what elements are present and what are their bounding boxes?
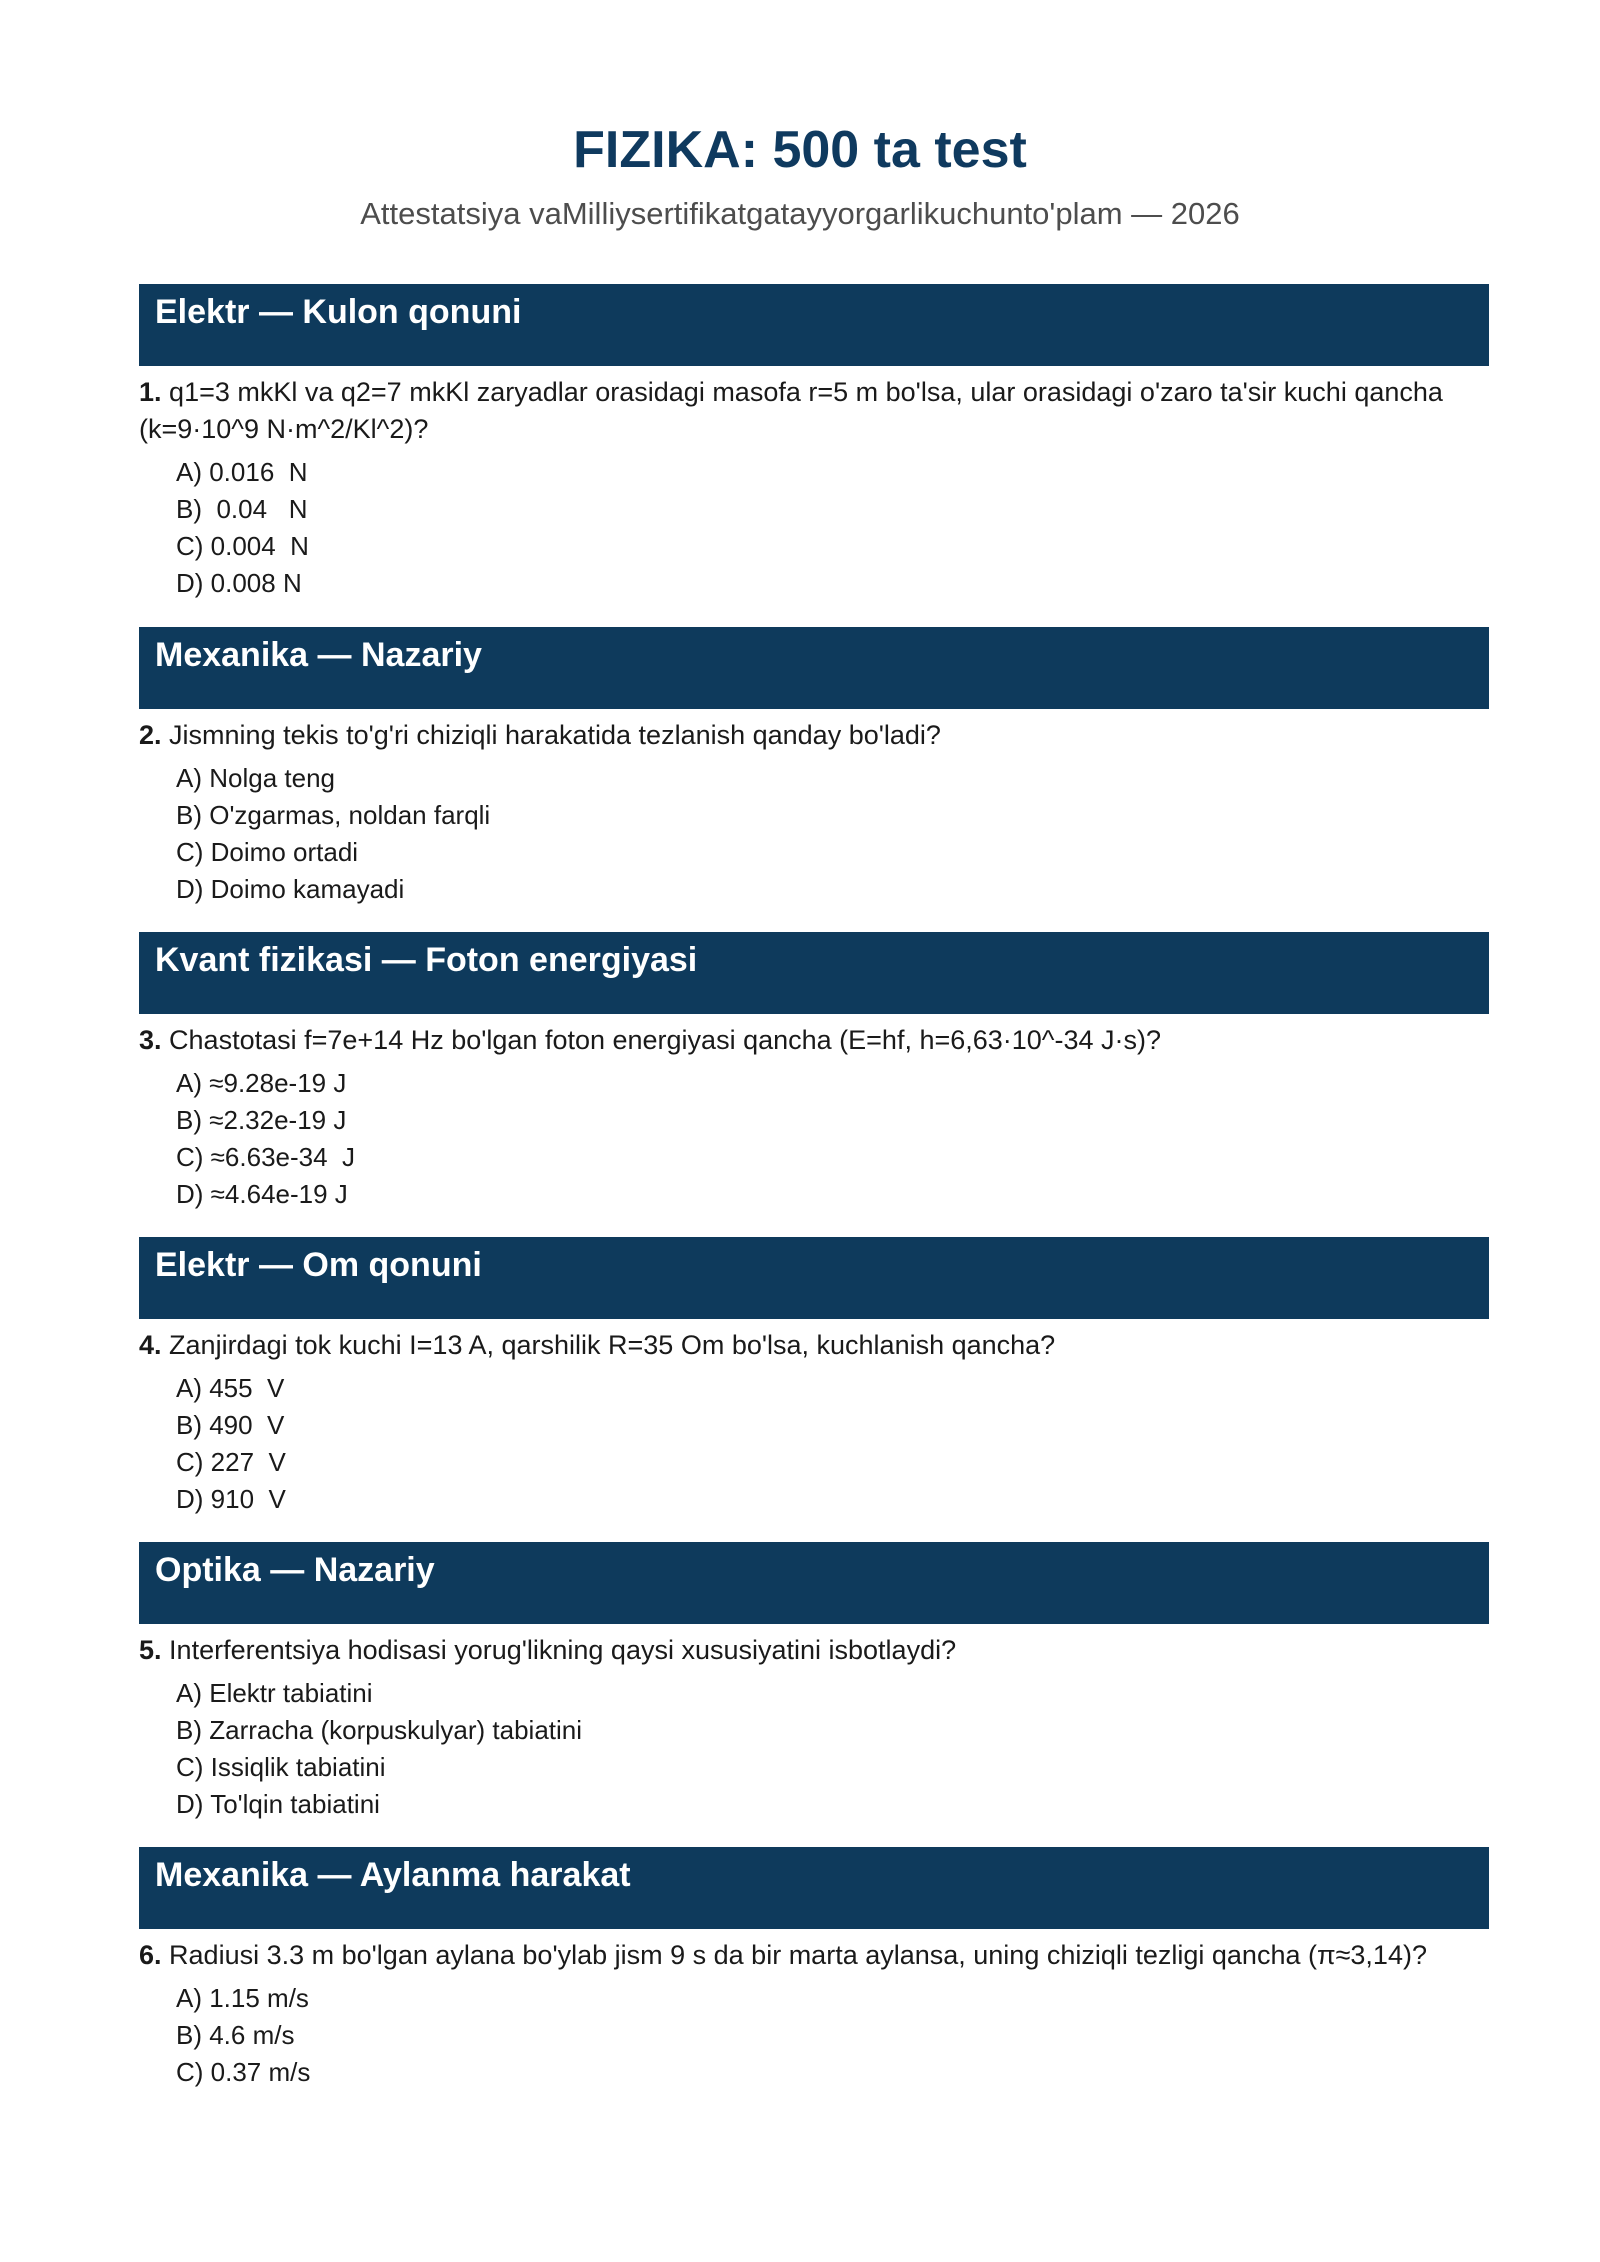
option-a[interactable]: A) Elektr tabiatini xyxy=(176,1678,373,1708)
section-3 xyxy=(139,932,1489,1213)
section-header: Kvant fizikasi — Foton energiyasi xyxy=(139,932,1489,1014)
option-c[interactable]: C) Doimo ortadi xyxy=(176,837,359,867)
question-number: 5. xyxy=(139,1635,162,1665)
section-header: Mexanika — Aylanma harakat xyxy=(139,1847,1489,1929)
answer-options xyxy=(176,760,1489,908)
section-header: Optika — Nazariy xyxy=(139,1542,1489,1624)
answer-options xyxy=(176,1370,1489,1518)
option-c[interactable]: C) ≈6.63e-34 J xyxy=(176,1142,356,1172)
option-c[interactable]: C) 227 V xyxy=(176,1447,286,1477)
option-a[interactable]: A) 455 V xyxy=(176,1373,285,1403)
section-2 xyxy=(139,627,1489,908)
question-number: 2. xyxy=(139,720,162,750)
question-text xyxy=(139,1022,1489,1059)
section-1 xyxy=(139,284,1489,602)
document-title: FIZIKA: 500 ta test xyxy=(573,121,1027,179)
section-header: Elektr — Om qonuni xyxy=(139,1237,1489,1319)
question-body: Zanjirdagi tok kuchi I=13 A, qarshilik R=35 Om bo'lsa, kuchlanish qancha? xyxy=(169,1330,1056,1360)
question-text xyxy=(139,1327,1489,1364)
option-a[interactable]: A) 1.15 m/s xyxy=(176,1983,309,2013)
option-a[interactable]: A) Nolga teng xyxy=(176,763,335,793)
option-d[interactable]: D) 0.008 N xyxy=(176,568,302,598)
option-c[interactable]: C) 0.37 m/s xyxy=(176,2057,311,2087)
option-d[interactable]: D) ≈4.64e-19 J xyxy=(176,1179,348,1209)
option-d[interactable]: D) Doimo kamayadi xyxy=(176,874,405,904)
option-a[interactable]: A) ≈9.28e-19 J xyxy=(176,1068,347,1098)
question-number: 6. xyxy=(139,1940,162,1970)
option-c[interactable]: C) 0.004 N xyxy=(176,531,309,561)
question-text xyxy=(139,1937,1489,1974)
section-4 xyxy=(139,1237,1489,1518)
option-b[interactable]: B) O'zgarmas, noldan farqli xyxy=(176,800,491,830)
question-text xyxy=(139,1632,1489,1669)
answer-options xyxy=(176,454,1489,602)
option-b[interactable]: B) 490 V xyxy=(176,1410,285,1440)
answer-options xyxy=(176,1980,1489,2091)
option-c[interactable]: C) Issiqlik tabiatini xyxy=(176,1752,386,1782)
section-header: Mexanika — Nazariy xyxy=(139,627,1489,709)
question-number: 1. xyxy=(139,377,162,407)
question-number: 4. xyxy=(139,1330,162,1360)
question-body: Radiusi 3.3 m bo'lgan aylana bo'ylab jism 9 s da bir marta aylansa, uning chiziqli tezligi qancha (π≈3,14)? xyxy=(169,1940,1427,1970)
option-a[interactable]: A) 0.016 N xyxy=(176,457,308,487)
option-d[interactable]: D) 910 V xyxy=(176,1484,286,1514)
question-number: 3. xyxy=(139,1025,162,1055)
option-b[interactable]: B) Zarracha (korpuskulyar) tabiatini xyxy=(176,1715,583,1745)
section-header: Elektr — Kulon qonuni xyxy=(139,284,1489,366)
option-d[interactable]: D) To'lqin tabiatini xyxy=(176,1789,380,1819)
answer-options xyxy=(176,1065,1489,1213)
question-body: q1=3 mkKl va q2=7 mkKl zaryadlar orasidagi masofa r=5 m bo'lsa, ular orasidagi o'zaro ta'sir kuchi qancha (k=9·10^9 N·m^2/Kl^2)? xyxy=(139,377,1443,444)
question-body: Interferentsiya hodisasi yorug'likning qaysi xususiyatini isbotlaydi? xyxy=(169,1635,957,1665)
question-body: Chastotasi f=7e+14 Hz bo'lgan foton energiyasi qancha (E=hf, h=6,63·10^-34 J·s)? xyxy=(169,1025,1161,1055)
question-text xyxy=(139,717,1489,754)
section-6 xyxy=(139,1847,1489,2091)
option-b[interactable]: B) 0.04 N xyxy=(176,494,308,524)
option-b[interactable]: B) ≈2.32e-19 J xyxy=(176,1105,347,1135)
question-body: Jismning tekis to'g'ri chiziqli harakatida tezlanish qanday bo'ladi? xyxy=(169,720,941,750)
answer-options xyxy=(176,1675,1489,1823)
question-text xyxy=(139,374,1489,448)
section-5 xyxy=(139,1542,1489,1823)
document-subtitle: Attestatsiya vaMilliysertifikatgatayyorgarlikuchunto'plam — 2026 xyxy=(360,196,1240,231)
option-b[interactable]: B) 4.6 m/s xyxy=(176,2020,295,2050)
